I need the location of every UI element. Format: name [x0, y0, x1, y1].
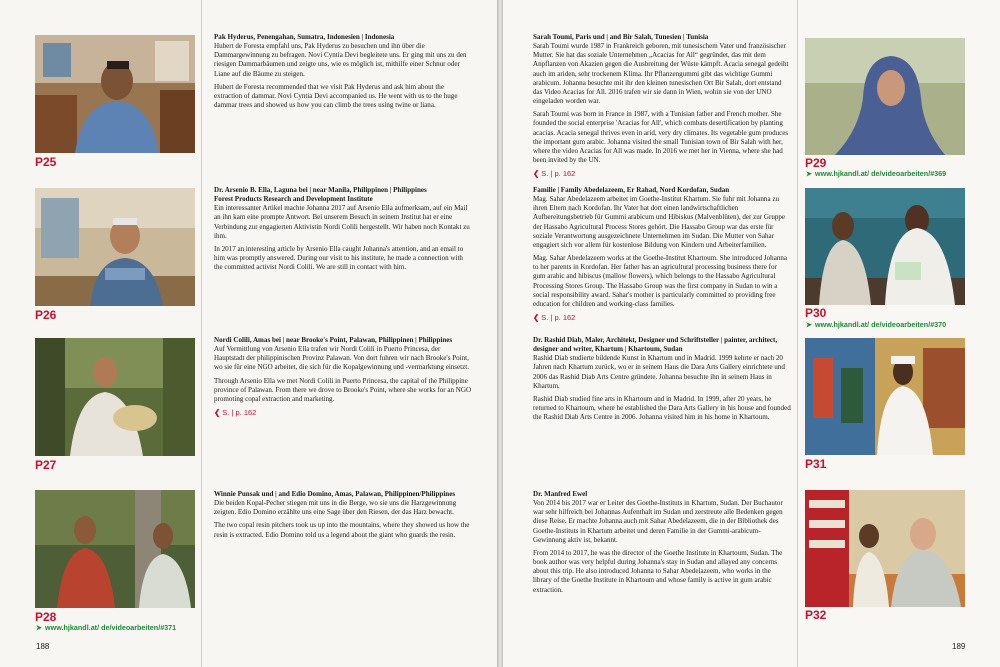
photo-p30-family-abedelazeem: [805, 188, 965, 305]
entry-text-en: The two copal resin pitchers took us up into the mountains, where they showed us how the resin is extracted. Edio Domino told us a legend about the giant who guards the resin.: [214, 521, 470, 539]
entry-heading: Dr. Rashid Diab, Maler, Architekt, Designer und Schriftsteller | painter, architect, designer and writer, Khartum | Khartoum, Sudan: [533, 336, 778, 354]
entry-p26-text: [214, 186, 472, 276]
photo-p29-sarah-toumi: [805, 38, 965, 155]
photo-p25-pak-hyderus: [35, 35, 195, 153]
left-page: [0, 0, 497, 667]
green-right-arrow-icon: ➤: [36, 623, 43, 632]
entry-heading: Dr. Arsenio B. Ella, Laguna bei | near Manila, Philippinen | Philippines: [214, 186, 427, 194]
photo-label: P27: [35, 458, 57, 472]
photo-p28-winnie-punsak-edio-domino: [35, 490, 195, 608]
video-link-text: www.hjkandl.at/ de/videoarbeiten/#371: [45, 623, 177, 632]
page-reference-text: S. | p. 162: [541, 169, 576, 179]
video-link-text: www.hjkandl.at/ de/videoarbeiten/#369: [815, 169, 947, 178]
green-right-arrow-icon: ➤: [806, 169, 813, 178]
photo-p26-arsenio-ella: [35, 188, 195, 306]
page-reference-text: S. | p. 162: [222, 408, 257, 418]
video-link[interactable]: [806, 169, 946, 178]
entry-text-en: Rashid Diab studied fine arts in Khartoum and in Madrid. In 1999, after 20 years, he returned to Khartoum, where he established the Dara Arts Gallery in his house and founded the Rashid Diab Arts Centre in 2006. Johanna visited him in his home in Khartoum.: [533, 394, 791, 422]
green-right-arrow-icon: ➤: [806, 320, 813, 329]
entry-heading: Familie | Family Abedelazeem, Er Rahad, Nord Kordofan, Sudan: [533, 186, 730, 194]
entry-heading: Winnie Punsak und | and Edio Domino, Amas, Palawan, Philippinen/Philippines: [214, 490, 456, 498]
entry-p27-text: [214, 336, 472, 417]
page-number: 189: [952, 642, 966, 651]
entry-p25-text: [214, 33, 472, 114]
entry-text-de: Rashid Diab studierte bildende Kunst in Khartum und in Madrid. 1999 kehrte er nach 20 Jahren nach Khartum zurück, wo er in seinem Haus die Dara Arts Gallery einrichtete und 2006 das Rashid Diab Arts Centre gründete. Johanna besuchte ihn in seinem Haus in Khartum.: [533, 354, 785, 390]
entry-text-en: From 2014 to 2017, he was the director of the Goethe Institute in Khartoum, Sudan. The book author was very helpful during Johanna's stay in Sudan and allayed any concerns about this trip. He also introduced Johanna to Sahar Abedelazeem, who works in the library of the Goethe Institute in Khartoum and whose family is active in gum arabic extraction.: [533, 548, 783, 594]
photo-label: P32: [805, 608, 827, 622]
entry-p30-text: [533, 186, 791, 322]
entry-p28-text: [214, 490, 472, 544]
page-number: 188: [36, 642, 50, 651]
entry-text-de: Von 2014 bis 2017 war er Leiter des Goethe-Instituts in Khartum, Sudan. Der Buchautor war sehr hilfreich bei Johannas Aufenthalt im Sudan und zerstreute alle Bedenken gegen diese Reise. Er machte Johanna auch mit Sahar Abedelazeem, die in der Bibliothek des Goethe-Instituts in Khartum arbeitet und deren Familie in der Gummi-arabicum-Gewinnung aktiv ist, bekannt.: [533, 499, 783, 544]
right-page: [503, 0, 1000, 667]
entry-p29-text: [533, 33, 791, 178]
entry-heading: Nordi Colili, Amas bei | near Brooke's Point, Palawan, Philippinen | Philippines: [214, 336, 453, 344]
video-link[interactable]: [36, 623, 176, 632]
photo-p32-manfred-ewel: [805, 490, 965, 607]
video-link-text: www.hjkandl.at/ de/videoarbeiten/#370: [815, 320, 947, 329]
red-left-arrow-icon: ❮: [214, 408, 221, 418]
entry-heading: Sarah Toumi, Paris und | and Bir Salah, Tunesien | Tunisia: [533, 33, 709, 41]
entry-text-de: Die beiden Kopal-Pecher stiegen mit uns in die Berge, wo sie uns die Harzgewinnung zeigten. Edio Domino erzählte uns eine Sage über den Riesen, der das Harz bewacht.: [214, 499, 457, 517]
red-left-arrow-icon: ❮: [533, 169, 540, 179]
entry-text-en: In 2017 an interesting article by Arsenio Ella caught Johanna's attention, and an email to him was promptly answered. During our visit to his institute, he made a connection with the committed activist Nordi Colili. We are still in contact with him.: [214, 244, 464, 272]
photo-label: P31: [805, 457, 827, 471]
column-divider: [201, 0, 202, 667]
page-reference[interactable]: [533, 169, 791, 178]
photo-p31-rashid-diab: [805, 338, 965, 455]
photo-p27-nordi-colili: [35, 338, 195, 456]
entry-text-en: Sarah Toumi was born in France in 1987, with a Tunisian father and French mother. She founded the social enterprise 'Acacias for All', which combats desertification by planting acacias. Acacia senegal thrives even in arid, very dry climates. Its vegetable gum produces the important gum arabic. Johanna visited the small Tunisian town of Bir Salah with her, where the video Acacias for All was made. In 2016 we met her in Vienna, where she had been invited by the UN.: [533, 110, 789, 165]
entry-text-en: Mag. Sahar Abedelazeem works at the Goethe-Institut Khartoum. She introduced Johanna to her parents in Kordofan. Her father has an agricultural processing business there for gum arabic and hibiscus (mallow flowers), which belongs to the Hassabo Agricultural Processing Stores Group. The Hassabo Group was the first company in Sudan to win a social responsibility award. Sahar's mother is particularly committed to providing free education for children and working-class families.: [533, 254, 788, 308]
entry-p31-text: [533, 336, 791, 426]
page-reference[interactable]: [533, 313, 791, 322]
entry-heading-institute: Forest Products Research and Development Institute: [214, 195, 373, 204]
entry-text-en: Through Arsenio Ella we met Nordi Colili in Puerto Princesa, the capital of the Philippine province of Palawan. From there we drove to Brooke's Point, where she works for an NGO promoting copal extraction and marketing.: [214, 376, 472, 403]
entry-text-en: Hubert de Foresta recommended that we visit Pak Hyderus and ask him about the extraction of dammar. Novi Cyntia Devi accompanied us. He went with us to the huge dammar trees and showed us how you can climb the trees using twine or liana.: [214, 82, 458, 110]
page-reference-text: S. | p. 162: [541, 313, 576, 323]
red-left-arrow-icon: ❮: [533, 313, 540, 323]
page-reference[interactable]: [214, 408, 472, 417]
photo-label: P29: [805, 156, 827, 170]
entry-text-de: Sarah Toumi wurde 1987 in Frankreich geboren, mit tunesischem Vater und französischer Mutter. Sie hat das soziale Unternehmen „Acacias for All“ gegründet, das mit dem Anpflanzen von Akazien gegen die Ausbreitung der Wüste kämpft. Acacia senegal gedeiht auch im ariden, sehr trockenem Klima. Ihr Pflanzengummi gibt das wichtige Gummi arabicum. Johanna besuchte mit ihr den kleinen tunesischen Ort Bir Salah, dort entstand das Video Acacias for All. 2016 trafen wir sie dann in Wien, wohin sie von der UNO eingeladen worden war.: [533, 42, 789, 106]
entry-text-de: Ein interessanter Artikel machte Johanna 2017 auf Arsenio Ella aufmerksam, auf ein Mail an ihn kam eine prompte Antwort. Bei unserem Besuch in seinem Institut hat er eine Verbindung zur engagierten Aktivistin Nordi Colili hergestellt. Wir haben noch Kontakt zu ihm.: [214, 204, 470, 240]
photo-label: P25: [35, 155, 57, 169]
column-divider: [797, 0, 798, 667]
entry-heading: Dr. Manfred Ewel: [533, 490, 588, 498]
entry-text-de: Hubert de Foresta empfahl uns, Pak Hyderus zu besuchen und ihn über die Dammargewinnung zu befragen. Novi Cyntia Devi begleitete uns. Er ging mit uns zu den riesigen Dammarbäumen und zeigte uns, wie es möglich ist, mithilfe einer Schnur oder Liane auf die Bäume zu steigen.: [214, 42, 467, 78]
photo-label: P28: [35, 610, 57, 624]
video-link[interactable]: [806, 320, 946, 329]
entry-text-de: Mag. Sahar Abedelazeem arbeitet im Goethe-Institut Khartum. Sie fuhr mit Johanna zu ihren Eltern nach Kordofan. Ihr Vater hat dort einen landwirtschaftlichen Aufbereitungsbetrieb für Gummi arabicum und Hibiskus (Malvenblüten), der zur Gruppe der Hassabo Agricultural Process Stores gehört. Die Hassabo Group war das erste für soziale Verantwortung ausgezeichnete Unternehmen im Sudan. Die Mutter von Sahar engagiert sich vor allem für kostenlose Bildung von Kindern und Arbeiterfamilien.: [533, 195, 786, 249]
photo-label: P30: [805, 306, 827, 320]
entry-text-de: Auf Vermittlung von Arsenio Ella trafen wir Nordi Colili in Puerto Princesa, der Hauptstadt der philippinischen Provinz Palawan. Von dort fuhren wir nach Brooke's Point, wo sie für eine NGO arbeitet, die sich für die Kopalgewinnung und -vermarktung einsetzt.: [214, 345, 469, 372]
photo-label: P26: [35, 308, 57, 322]
entry-heading: Pak Hyderus, Penengahan, Sumatra, Indonesien | Indonesia: [214, 33, 395, 41]
entry-p32-text: [533, 490, 791, 599]
